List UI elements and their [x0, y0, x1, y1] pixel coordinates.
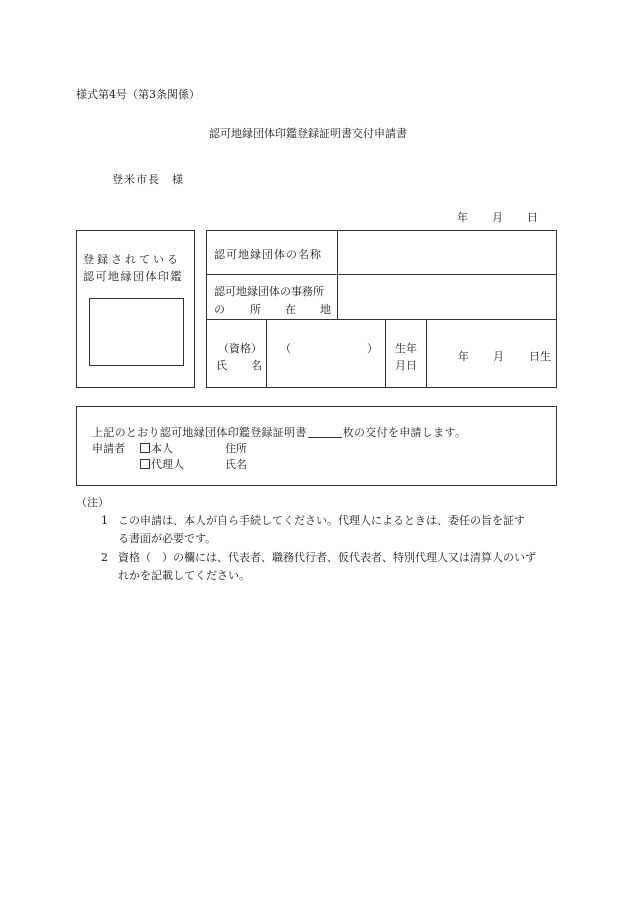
office-address-field[interactable] [339, 276, 555, 318]
office-label-char-2: 所 [250, 303, 261, 316]
note-1-line1: この申請は、本人が自ら手続してください。代理人によるときは、委任の旨を証す [118, 514, 525, 527]
copies-blank-field[interactable] [308, 426, 342, 438]
birth-year-label: 年 [458, 350, 469, 363]
agent-checkbox[interactable] [140, 459, 150, 469]
form-title: 認可地縁団体印鑑登録証明書交付申請書 [209, 127, 407, 140]
info-table [206, 230, 557, 388]
group-name-field[interactable] [339, 232, 555, 273]
self-checkbox[interactable] [140, 443, 150, 453]
birth-day-label: 日生 [529, 350, 551, 363]
qualification-label: （資格） [218, 342, 262, 355]
group-name-label: 認可地縁団体の名称 [214, 248, 322, 261]
birth-label-line1: 生年 [395, 342, 417, 355]
notes-heading: （注） [76, 496, 109, 509]
birth-date-field[interactable] [428, 321, 555, 386]
person-label-char-1: 氏 [216, 359, 227, 372]
seal-box [76, 230, 195, 388]
request-sentence [92, 424, 466, 440]
office-label-char-1: の [214, 303, 225, 316]
applicant-name-label: 氏名 [225, 458, 247, 471]
qualification-close-paren: ） [367, 342, 378, 355]
office-label-line1: 認可地縁団体の事務所 [214, 285, 324, 298]
seal-label-line2: 認可地縁団体印鑑 [83, 270, 183, 283]
note-1-line2: る書面が必要です。 [118, 532, 217, 545]
qualification-name-field[interactable] [268, 321, 384, 386]
option-agent-label: 代理人 [151, 458, 184, 471]
option-self-label: 本人 [151, 442, 173, 455]
office-label-char-4: 地 [320, 303, 331, 316]
address-label: 住所 [225, 442, 247, 455]
qualification-open-paren: （ [280, 342, 291, 355]
note-2-number: 2 [101, 551, 108, 564]
date-month-label: 月 [492, 211, 503, 224]
applicant-label: 申請者 [92, 442, 125, 455]
birth-label-line2: 月日 [395, 359, 417, 372]
form-number: 様式第4号（第3条関係） [76, 88, 200, 101]
addressee: 登米市長 様 [112, 173, 184, 186]
office-label-char-3: 在 [285, 303, 296, 316]
note-1-number: 1 [101, 514, 108, 527]
seal-stamp-area[interactable] [89, 298, 184, 366]
note-2-line2: れかを記載してください。 [118, 569, 250, 582]
note-2-line1: 資格（ ）の欄には、代表者、職務代行者、仮代表者、特別代理人又は清算人のいず [118, 551, 536, 564]
date-day-label: 日 [527, 211, 538, 224]
date-year-label: 年 [457, 211, 468, 224]
option-agent[interactable] [140, 456, 184, 472]
seal-label-line1: 登録されている [83, 253, 181, 266]
request-box [76, 406, 557, 486]
option-self[interactable] [140, 440, 173, 456]
birth-month-label: 月 [493, 350, 504, 363]
request-text-before: 上記のとおり認可地縁団体印鑑登録証明書 [92, 426, 307, 439]
person-label-char-2: 名 [251, 359, 262, 372]
request-text-after: 枚の交付を申請します。 [342, 426, 467, 439]
